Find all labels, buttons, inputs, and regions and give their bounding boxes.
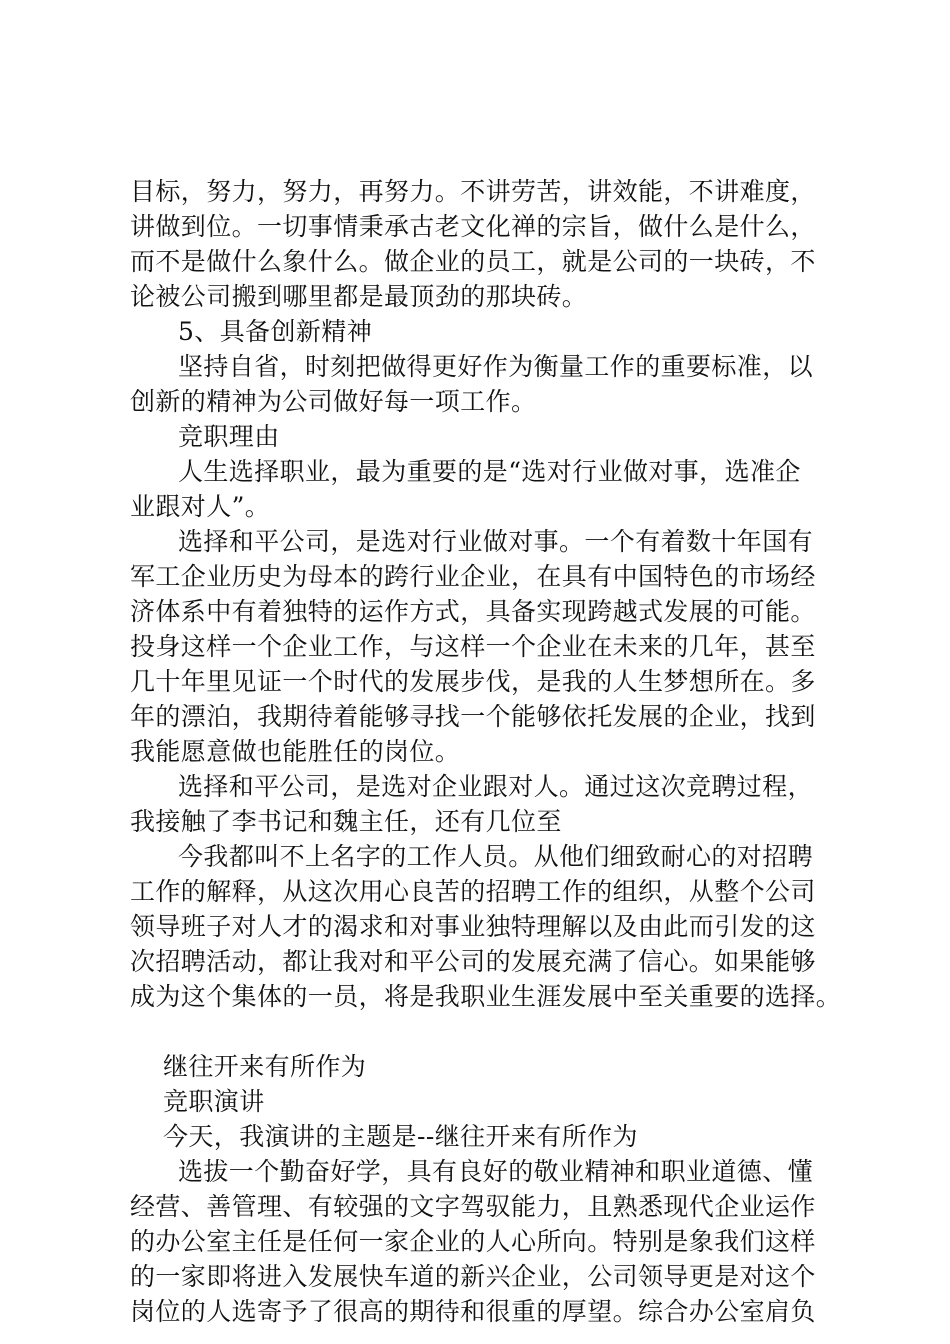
text-line: 军工企业历史为母本的跨行业企业，在具有中国特色的市场经 (130, 562, 816, 591)
text-line: 创新的精神为公司做好每一项工作。 (130, 387, 537, 416)
text-line: 济体系中有着独特的运作方式，具备实现跨越式发展的可能。 (130, 597, 816, 626)
text-line: 投身这样一个企业工作，与这样一个企业在未来的几年，甚至 (130, 632, 816, 661)
text-line: 领导班子对人才的渴求和对事业独特理解以及由此而引发的这 (130, 912, 816, 941)
text-line: 讲做到位。一切事情秉承古老文化禅的宗旨，做什么是什么， (130, 212, 816, 241)
text-line: 业跟对人”。 (130, 492, 271, 521)
text-line: 坚持自省，时刻把做得更好作为衡量工作的重要标准，以 (178, 352, 814, 381)
text-line: 我接触了李书记和魏主任，还有几位至 (130, 807, 562, 836)
text-line: 成为这个集体的一员，将是我职业生涯发展中至关重要的选择。 (130, 982, 842, 1011)
text-line: 选择和平公司，是选对行业做对事。一个有着数十年国有 (178, 527, 814, 556)
text-line: 工作的解释，从这次用心良苦的招聘工作的组织，从整个公司 (130, 877, 816, 906)
text-line: 经营、善管理、有较强的文字驾驭能力，且熟悉现代企业运作 (130, 1192, 816, 1221)
text-line: 今我都叫不上名字的工作人员。从他们细致耐心的对招聘 (178, 842, 814, 871)
section-heading: 竞职演讲 (163, 1087, 265, 1116)
section-heading: 竞职理由 (178, 422, 280, 451)
text-line: 人生选择职业，最为重要的是“选对行业做对事，选准企 (178, 457, 801, 486)
article-title: 继往开来有所作为 (163, 1052, 367, 1081)
section-heading: 5、具备创新精神 (178, 317, 373, 346)
text-line: 目标，努力，努力，再努力。不讲劳苦，讲效能，不讲难度， (130, 177, 816, 206)
text-line: 几十年里见证一个时代的发展步伐，是我的人生梦想所在。多 (130, 667, 816, 696)
text-line: 次招聘活动，都让我对和平公司的发展充满了信心。如果能够 (130, 947, 816, 976)
text-line: 的办公室主任是任何一家企业的人心所向。特别是象我们这样 (130, 1227, 816, 1256)
text-line: 年的漂泊，我期待着能够寻找一个能够依托发展的企业，找到 (130, 702, 816, 731)
text-line: 岗位的人选寄予了很高的期待和很重的厚望。综合办公室肩负 (130, 1297, 816, 1326)
text-line: 选拔一个勤奋好学，具有良好的敬业精神和职业道德、懂 (178, 1157, 814, 1186)
text-line: 而不是做什么象什么。做企业的员工，就是公司的一块砖，不 (130, 247, 816, 276)
text-line: 我能愿意做也能胜任的岗位。 (130, 737, 461, 766)
text-line: 选择和平公司，是选对企业跟对人。通过这次竞聘过程， (178, 772, 814, 801)
text-line: 的一家即将进入发展快车道的新兴企业，公司领导更是对这个 (130, 1262, 816, 1291)
text-line: 今天，我演讲的主题是--继往开来有所作为 (163, 1122, 638, 1151)
text-line: 论被公司搬到哪里都是最顶劲的那块砖。 (130, 282, 588, 311)
